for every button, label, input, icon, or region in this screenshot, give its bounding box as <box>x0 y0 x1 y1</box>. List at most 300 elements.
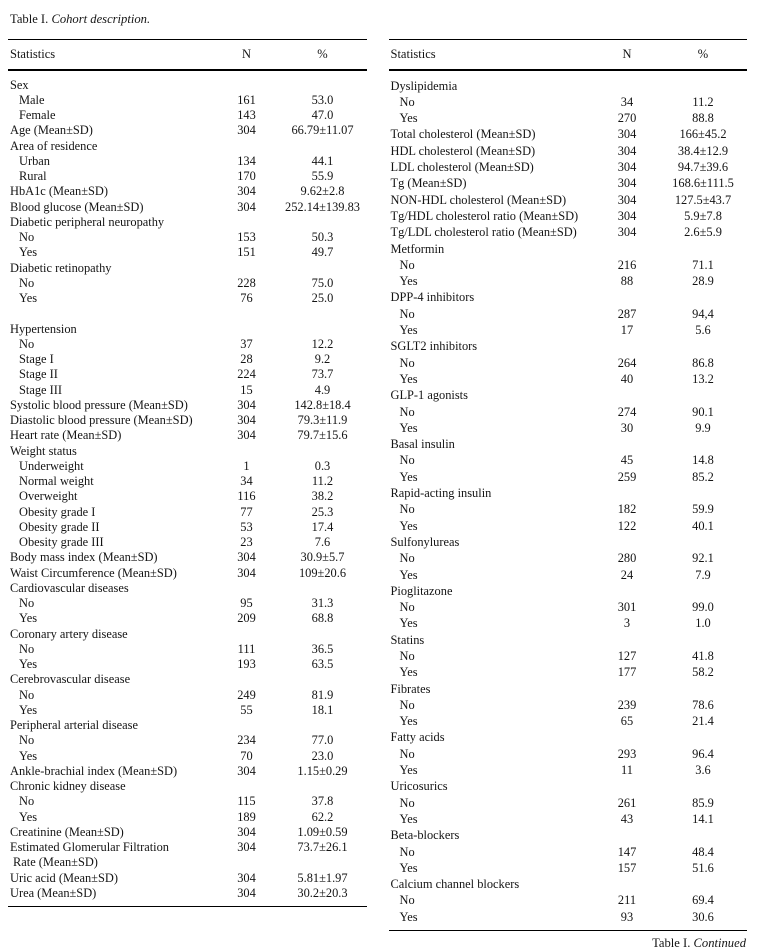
row-label: Diastolic blood pressure (Mean±SD) <box>10 413 193 428</box>
table-row <box>391 78 748 94</box>
table-row <box>391 224 748 240</box>
table-row <box>391 404 748 420</box>
row-pct-value: 47.0 <box>311 108 334 123</box>
row-n-value: 17 <box>620 323 634 338</box>
row-pct-value: 92.1 <box>692 551 714 566</box>
row-label: No <box>399 795 415 810</box>
table-row <box>10 566 367 581</box>
row-pct-value: 1.0 <box>695 616 711 631</box>
table-row <box>391 729 748 745</box>
table-row <box>391 289 748 305</box>
row-group-label: Fibrates <box>390 681 431 696</box>
row-n-value: 304 <box>237 763 256 778</box>
row-n-value: 116 <box>237 489 256 504</box>
row-pct-value: 28.9 <box>692 274 714 289</box>
row-label: No <box>399 257 415 272</box>
row-n-value: 127 <box>617 648 637 663</box>
row-n-value: 93 <box>620 909 634 924</box>
table-body <box>8 71 367 907</box>
table-row <box>391 762 748 778</box>
row-pct-value: 23.0 <box>311 748 334 763</box>
row-n-value: 170 <box>237 169 256 184</box>
row-pct-value: 94.7±39.6 <box>677 160 729 175</box>
row-label: Yes <box>399 567 418 582</box>
row-label: Uric acid (Mean±SD) <box>10 870 118 885</box>
table-row <box>391 827 748 843</box>
row-label: Stage III <box>19 382 63 397</box>
row-pct-value: 88.8 <box>692 111 714 126</box>
row-pct-value: 9.9 <box>695 420 711 435</box>
table-row <box>10 108 367 123</box>
table-row <box>391 615 748 631</box>
row-n-value: 28 <box>240 352 253 367</box>
row-group-label: Basal insulin <box>390 437 455 452</box>
row-n-value: 95 <box>240 596 253 611</box>
table-right <box>389 39 748 951</box>
row-pct-value: 69.4 <box>692 893 714 908</box>
row-label: Yes <box>399 469 418 484</box>
row-n-value: 280 <box>617 551 637 566</box>
row-group-label: Cardiovascular diseases <box>10 580 129 595</box>
row-label: Yes <box>399 323 418 338</box>
row-n-value: 224 <box>237 367 256 382</box>
row-group-label: GLP-1 agonists <box>390 388 468 403</box>
table-row <box>10 459 367 474</box>
row-pct-value: 77.0 <box>311 733 334 748</box>
row-pct-value: 25.3 <box>311 504 334 519</box>
row-label: Ankle-brachial index (Mean±SD) <box>10 763 178 778</box>
table-row <box>391 306 748 322</box>
row-n-value: 77 <box>240 504 253 519</box>
row-n-value: 293 <box>617 746 637 761</box>
row-n-value: 304 <box>237 199 256 214</box>
table-row <box>10 489 367 504</box>
row-pct-value: 58.2 <box>692 665 714 680</box>
table-row <box>391 159 748 175</box>
row-label: Stage II <box>19 367 58 382</box>
row-group-label: Sulfonylureas <box>390 534 460 549</box>
row-label: Obesity grade II <box>19 519 100 534</box>
row-n-value: 37 <box>240 336 253 351</box>
row-label: Body mass index (Mean±SD) <box>10 550 158 565</box>
row-label: No <box>399 844 415 859</box>
table-body <box>389 71 748 930</box>
footer-continued: Continued <box>693 936 746 951</box>
row-label: Tg/HDL cholesterol ratio (Mean±SD) <box>390 208 579 223</box>
row-n-value: 304 <box>237 123 256 138</box>
row-label: Yes <box>19 611 38 626</box>
row-pct-value: 5.6 <box>695 323 711 338</box>
row-n-value: 270 <box>617 111 637 126</box>
row-group-label: Fatty acids <box>390 730 445 745</box>
row-label: Normal weight <box>19 474 94 489</box>
row-pct-value: 5.81±1.97 <box>297 870 348 885</box>
row-label: HbA1c (Mean±SD) <box>10 184 108 199</box>
row-n-value: 304 <box>617 208 637 223</box>
row-label: No <box>19 336 35 351</box>
row-label: Obesity grade III <box>19 535 104 550</box>
table-row <box>10 718 367 733</box>
row-label: Urban <box>19 153 50 168</box>
row-label: Rural <box>19 169 47 184</box>
row-n-value: 189 <box>237 809 256 824</box>
row-n-value: 15 <box>240 382 253 397</box>
table-row <box>10 611 367 626</box>
row-n-value: 1 <box>243 458 250 473</box>
row-label: HDL cholesterol (Mean±SD) <box>390 143 536 158</box>
col-header-statistics: Statistics <box>10 47 56 62</box>
row-n-value: 40 <box>620 371 634 386</box>
table-row <box>391 501 748 517</box>
row-pct-value: 63.5 <box>311 657 334 672</box>
row-label: No <box>19 794 35 809</box>
row-label: Estimated Glomerular Filtration Rate (Mean±SD) <box>10 840 215 871</box>
row-pct-value: 11.2 <box>311 474 334 489</box>
row-pct-value: 75.0 <box>311 275 334 290</box>
row-label: Yes <box>19 291 38 306</box>
table-continued-note <box>389 936 748 951</box>
row-pct-value: 4.9 <box>314 382 331 397</box>
row-n-value: 304 <box>617 143 637 158</box>
table-row <box>391 599 748 615</box>
row-label: Yes <box>19 748 38 763</box>
row-group-label: Area of residence <box>10 138 98 153</box>
row-group-label: Weight status <box>10 443 77 458</box>
row-n-value: 70 <box>240 748 253 763</box>
row-pct-value: 1.15±0.29 <box>297 763 348 778</box>
row-n-value: 134 <box>237 153 256 168</box>
row-pct-value: 168.6±111.5 <box>672 176 734 191</box>
table-row <box>391 778 748 794</box>
row-n-value: 261 <box>617 795 637 810</box>
row-pct-value: 38.2 <box>311 489 334 504</box>
row-pct-value: 40.1 <box>692 518 714 533</box>
table-row <box>10 749 367 764</box>
table-row <box>10 139 367 154</box>
row-group-label: Coronary artery disease <box>10 626 128 641</box>
row-pct-value: 36.5 <box>311 641 334 656</box>
row-label: Yes <box>399 111 418 126</box>
row-n-value: 304 <box>617 176 637 191</box>
row-pct-value: 79.3±11.9 <box>297 413 348 428</box>
table-row <box>10 200 367 215</box>
row-pct-value: 109±20.6 <box>298 565 347 580</box>
row-group-label: Chronic kidney disease <box>10 779 126 794</box>
row-n-value: 34 <box>620 94 634 109</box>
row-n-value: 111 <box>237 641 256 656</box>
row-pct-value: 166±45.2 <box>679 127 727 142</box>
row-pct-value: 85.9 <box>692 795 714 810</box>
row-n-value: 304 <box>617 192 637 207</box>
row-label: No <box>19 275 35 290</box>
table-row <box>391 811 748 827</box>
row-pct-value: 90.1 <box>692 404 714 419</box>
row-group-label: SGLT2 inhibitors <box>390 339 478 354</box>
table-row <box>10 245 367 260</box>
table-caption <box>10 12 747 27</box>
row-n-value: 304 <box>237 870 256 885</box>
rule-bottom <box>389 930 748 931</box>
row-pct-value: 127.5±43.7 <box>674 192 732 207</box>
row-n-value: 157 <box>617 860 637 875</box>
table-row <box>10 322 367 337</box>
row-label: Obesity grade I <box>19 504 96 519</box>
row-label: Tg (Mean±SD) <box>390 176 467 191</box>
col-header-pct: % <box>697 47 709 62</box>
table-row <box>391 860 748 876</box>
table-row <box>10 642 367 657</box>
rule-bottom <box>8 906 367 907</box>
row-label: No <box>19 230 35 245</box>
row-pct-value: 44.1 <box>311 153 334 168</box>
table-row <box>391 420 748 436</box>
table-row <box>391 175 748 191</box>
row-pct-value: 18.1 <box>311 702 334 717</box>
row-group-label: Pioglitazone <box>390 583 453 598</box>
table-row <box>391 452 748 468</box>
row-label: Systolic blood pressure (Mean±SD) <box>10 397 188 412</box>
table-row <box>10 276 367 291</box>
row-label: Yes <box>399 811 418 826</box>
spacer-row <box>10 306 367 321</box>
row-n-value: 304 <box>617 160 637 175</box>
table-row <box>10 367 367 382</box>
table-row <box>10 337 367 352</box>
table-row <box>10 78 367 93</box>
row-n-value: 228 <box>237 275 256 290</box>
table-row <box>10 596 367 611</box>
row-pct-value: 53.0 <box>311 92 334 107</box>
row-label: Yes <box>399 518 418 533</box>
table-row <box>10 291 367 306</box>
table-row <box>391 844 748 860</box>
table-row <box>10 413 367 428</box>
row-n-value: 147 <box>617 844 637 859</box>
row-n-value: 76 <box>240 291 253 306</box>
row-n-value: 304 <box>237 428 256 443</box>
row-pct-value: 7.6 <box>314 535 331 550</box>
row-n-value: 11 <box>621 763 633 778</box>
row-label: Creatinine (Mean±SD) <box>10 824 124 839</box>
table-row <box>10 672 367 687</box>
table-row <box>391 355 748 371</box>
table-row <box>10 230 367 245</box>
row-n-value: 304 <box>237 824 256 839</box>
row-n-value: 115 <box>237 794 256 809</box>
row-pct-value: 2.6±5.9 <box>684 225 722 240</box>
row-n-value: 182 <box>617 502 637 517</box>
row-group-label: DPP-4 inhibitors <box>390 290 475 305</box>
row-label: No <box>399 355 415 370</box>
table-row <box>391 371 748 387</box>
row-pct-value: 71.1 <box>692 257 714 272</box>
row-label: No <box>399 648 415 663</box>
table-row <box>391 338 748 354</box>
table-row <box>391 518 748 534</box>
row-pct-value: 31.3 <box>311 596 334 611</box>
row-label: Yes <box>399 860 418 875</box>
row-pct-value: 7.9 <box>695 567 711 582</box>
table-row <box>391 273 748 289</box>
row-n-value: 304 <box>237 565 256 580</box>
row-n-value: 193 <box>237 657 256 672</box>
row-n-value: 161 <box>237 92 256 107</box>
table-row <box>391 550 748 566</box>
row-n-value: 151 <box>237 245 256 260</box>
row-pct-value: 12.2 <box>311 336 334 351</box>
row-pct-value: 14.8 <box>692 453 714 468</box>
row-label: No <box>399 697 415 712</box>
table-row <box>391 322 748 338</box>
table-row <box>391 534 748 550</box>
row-label: Underweight <box>19 458 84 473</box>
row-label: Tg/LDL cholesterol ratio (Mean±SD) <box>390 225 577 240</box>
row-n-value: 304 <box>237 184 256 199</box>
table-row <box>391 110 748 126</box>
row-label: Waist Circumference (Mean±SD) <box>10 565 177 580</box>
row-pct-value: 49.7 <box>311 245 334 260</box>
table-row <box>391 648 748 664</box>
row-pct-value: 17.4 <box>311 519 334 534</box>
row-pct-value: 68.8 <box>311 611 334 626</box>
row-n-value: 304 <box>237 840 256 855</box>
row-n-value: 304 <box>617 225 637 240</box>
row-pct-value: 78.6 <box>692 697 714 712</box>
row-pct-value: 30.2±20.3 <box>297 885 348 900</box>
row-pct-value: 99.0 <box>692 600 714 615</box>
row-label: No <box>399 453 415 468</box>
row-label: Male <box>19 92 45 107</box>
col-header-n: N <box>241 47 252 62</box>
row-group-label: Diabetic retinopathy <box>10 260 112 275</box>
table-row <box>10 794 367 809</box>
row-n-value: 304 <box>617 127 637 142</box>
row-pct-value: 30.6 <box>692 909 714 924</box>
row-n-value: 177 <box>617 665 637 680</box>
row-pct-value: 9.2 <box>314 352 331 367</box>
table-row <box>10 474 367 489</box>
row-label: No <box>399 306 415 321</box>
row-pct-value: 50.3 <box>311 230 334 245</box>
table-header-row <box>389 40 748 69</box>
row-group-label: Rapid-acting insulin <box>390 486 492 501</box>
table-row <box>10 169 367 184</box>
table-row <box>10 779 367 794</box>
row-n-value: 249 <box>237 687 256 702</box>
row-n-value: 30 <box>620 420 634 435</box>
table-row <box>10 184 367 199</box>
table-row <box>10 810 367 825</box>
row-label: Yes <box>399 763 418 778</box>
row-n-value: 234 <box>237 733 256 748</box>
table-row <box>391 387 748 403</box>
row-pct-value: 0.3 <box>314 458 331 473</box>
row-label: Yes <box>399 714 418 729</box>
row-label: No <box>19 641 35 656</box>
row-label: NON-HDL cholesterol (Mean±SD) <box>390 192 567 207</box>
row-label: No <box>399 502 415 517</box>
row-label: Yes <box>19 245 38 260</box>
row-group-label: Cerebrovascular disease <box>10 672 131 687</box>
row-label: No <box>19 687 35 702</box>
row-label: Stage I <box>19 352 54 367</box>
row-n-value: 304 <box>237 397 256 412</box>
row-n-value: 304 <box>237 885 256 900</box>
row-n-value: 34 <box>240 474 253 489</box>
table-row <box>391 567 748 583</box>
row-label-line2: Rate (Mean±SD) <box>13 855 98 870</box>
row-pct-value: 85.2 <box>692 469 714 484</box>
row-pct-value: 11.2 <box>692 94 714 109</box>
table-row <box>391 583 748 599</box>
table-row <box>10 520 367 535</box>
row-group-label: Metformin <box>390 241 445 256</box>
row-n-value: 55 <box>240 702 253 717</box>
row-n-value: 23 <box>240 535 253 550</box>
table-row <box>391 143 748 159</box>
table-row <box>10 444 367 459</box>
table-row <box>391 746 748 762</box>
table-row <box>10 764 367 779</box>
row-n-value: 88 <box>620 274 634 289</box>
row-group-label: Hypertension <box>10 321 77 336</box>
row-label: LDL cholesterol (Mean±SD) <box>390 160 534 175</box>
row-pct-value: 94,4 <box>692 306 714 321</box>
table-row <box>10 657 367 672</box>
caption-title: Cohort description. <box>51 12 151 26</box>
row-n-value: 3 <box>623 616 631 631</box>
row-n-value: 209 <box>237 611 256 626</box>
row-pct-value: 3.6 <box>695 763 711 778</box>
table-left <box>8 39 367 907</box>
row-n-value: 287 <box>617 306 637 321</box>
table-row <box>10 825 367 840</box>
row-n-value: 211 <box>617 893 637 908</box>
table-row <box>391 192 748 208</box>
table-row <box>391 436 748 452</box>
table-row <box>10 535 367 550</box>
row-label: No <box>399 551 415 566</box>
row-pct-value: 62.2 <box>311 809 334 824</box>
row-pct-value: 86.8 <box>692 355 714 370</box>
table-row <box>10 703 367 718</box>
row-pct-value: 14.1 <box>692 811 714 826</box>
table-row <box>10 352 367 367</box>
table-row <box>10 215 367 230</box>
table-row <box>391 909 748 925</box>
row-label: No <box>399 94 415 109</box>
row-label: Blood glucose (Mean±SD) <box>10 199 144 214</box>
table-row <box>10 93 367 108</box>
row-pct-value: 30.9±5.7 <box>300 550 345 565</box>
table-row <box>391 632 748 648</box>
caption-label: Table I. <box>10 12 49 26</box>
row-label: Yes <box>19 657 38 672</box>
row-n-value: 45 <box>620 453 634 468</box>
row-label: Female <box>19 108 56 123</box>
table-row <box>10 505 367 520</box>
row-label: No <box>399 404 415 419</box>
table-row <box>10 581 367 596</box>
row-group-label: Calcium channel blockers <box>390 877 520 892</box>
table-row <box>391 795 748 811</box>
row-n-value: 143 <box>237 108 256 123</box>
row-pct-value: 252.14±139.83 <box>285 199 360 214</box>
row-label: No <box>399 600 415 615</box>
table-row <box>391 469 748 485</box>
row-group-label: Sex <box>10 77 29 92</box>
row-group-label: Uricosurics <box>390 779 448 794</box>
